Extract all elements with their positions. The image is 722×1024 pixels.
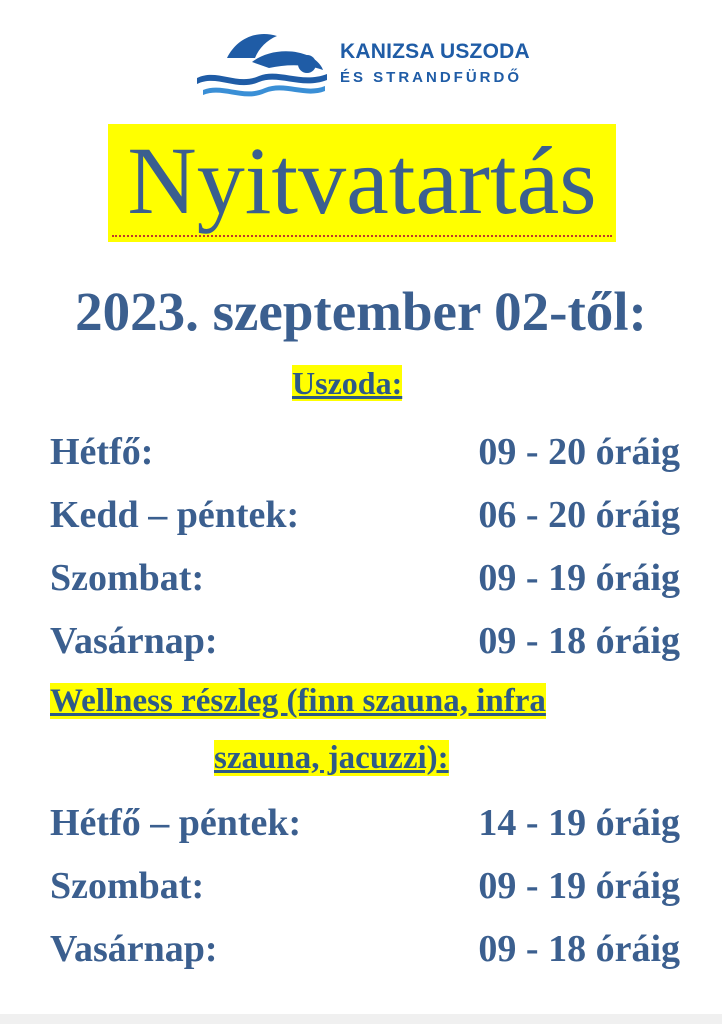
row-day: Vasárnap: (50, 928, 218, 970)
row-day: Hétfő: (50, 431, 154, 473)
wellness-heading-line1 (50, 680, 546, 722)
schedule-row (50, 861, 680, 911)
row-hours: 06 - 20 óráig (478, 494, 680, 536)
pool-heading-text: Uszoda: (292, 365, 403, 401)
row-day: Szombat: (50, 557, 205, 599)
wellness-heading-line2 (214, 737, 449, 779)
page-title: Nyitvatartás (127, 127, 597, 234)
wellness-heading-text-2: szauna, jacuzzi): (214, 740, 449, 776)
schedule-row (50, 798, 680, 848)
row-day: Kedd – péntek: (50, 494, 300, 536)
row-day: Vasárnap: (50, 620, 218, 662)
schedule-row (50, 427, 680, 477)
row-hours: 09 - 19 óráig (478, 557, 680, 599)
title-highlight (108, 124, 616, 242)
schedule-row (50, 616, 680, 666)
row-hours: 09 - 19 óráig (478, 865, 680, 907)
logo (197, 28, 530, 98)
swimmer-logo-icon (197, 28, 332, 98)
row-hours: 14 - 19 óráig (478, 802, 680, 844)
row-day: Szombat: (50, 865, 205, 907)
schedule-row (50, 490, 680, 540)
row-day: Hétfő – péntek: (50, 802, 302, 844)
wellness-heading-text-1: Wellness részleg (finn szauna, infra (50, 683, 546, 719)
logo-title: KANIZSA USZODA (340, 40, 530, 63)
row-hours: 09 - 20 óráig (478, 431, 680, 473)
pool-section-heading (292, 362, 402, 404)
row-hours: 09 - 18 óráig (478, 620, 680, 662)
row-hours: 09 - 18 óráig (478, 928, 680, 970)
spellcheck-underline (112, 232, 612, 237)
subtitle-date: 2023. szeptember 02-től: (75, 281, 647, 342)
schedule-row (50, 924, 680, 974)
logo-subtitle: ÉS STRANDFÜRDŐ (340, 69, 523, 86)
schedule-row (50, 553, 680, 603)
page-bottom-border (0, 1014, 722, 1024)
